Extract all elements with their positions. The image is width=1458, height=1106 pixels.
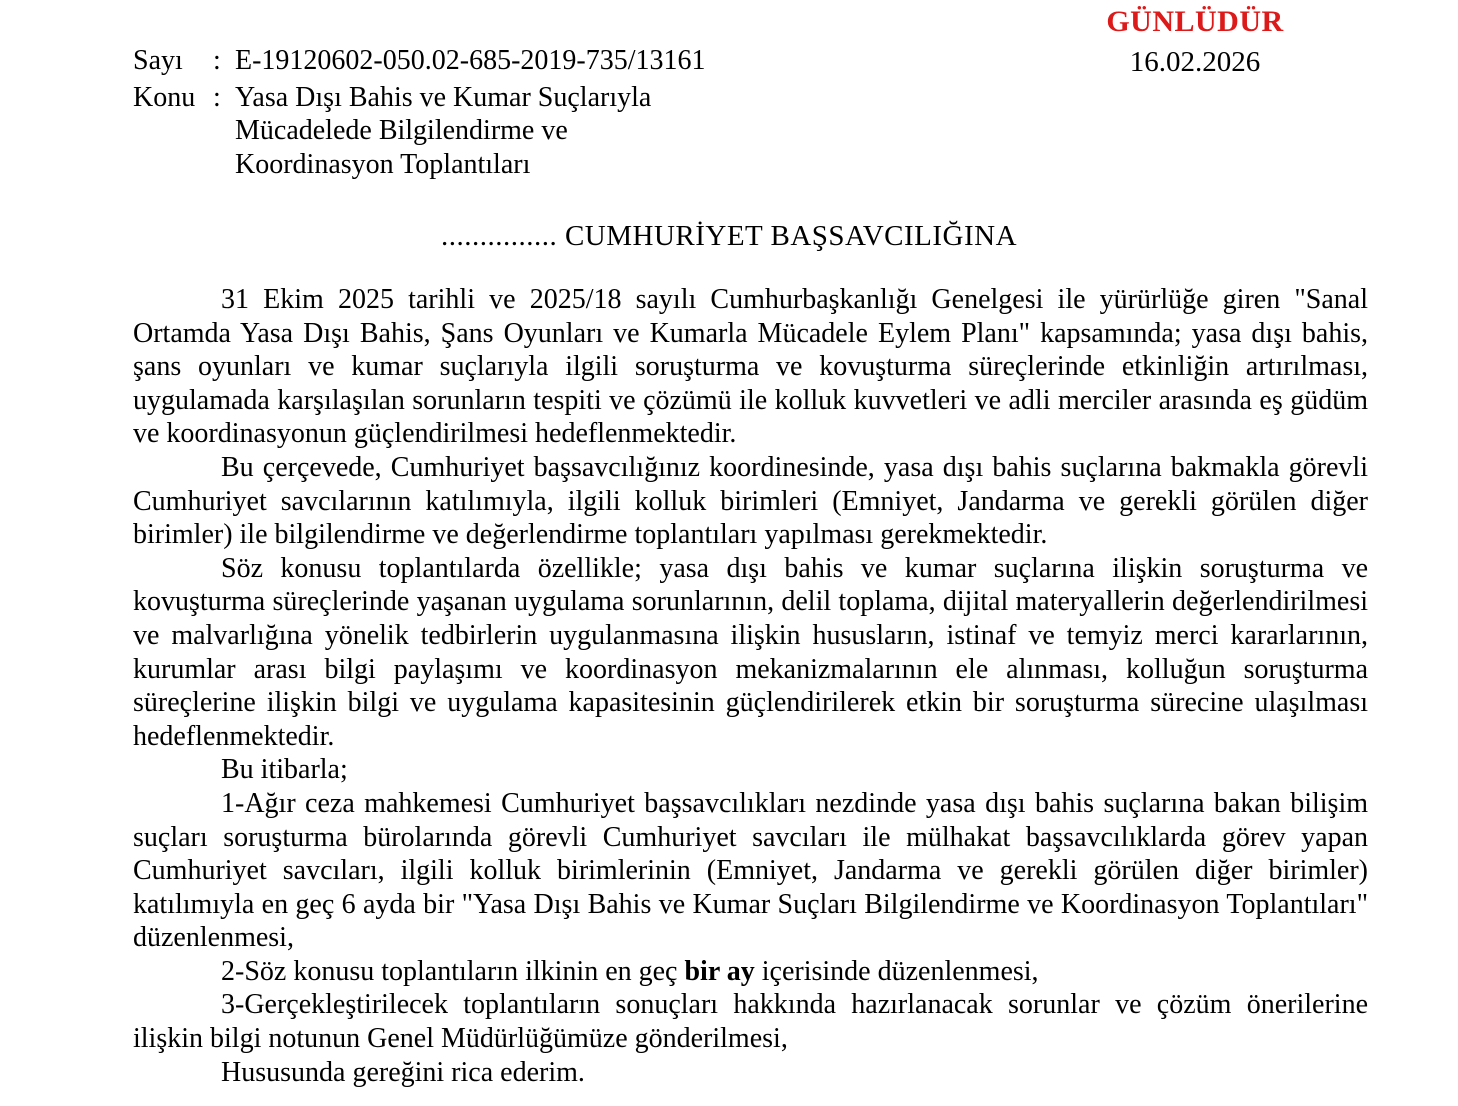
document-date: 16.02.2026 <box>1129 46 1261 78</box>
letter-body <box>133 283 1368 1089</box>
list-item-2-prefix: 2-Söz konusu toplantıların ilkinin en geç <box>221 955 685 987</box>
konu-line: Yasa Dışı Bahis ve Kumar Suçlarıyla <box>235 81 652 113</box>
konu-value <box>235 81 651 182</box>
paragraph-topics: Söz konusu toplantılarda özellikle; yasa dışı bahis ve kumar suçlarına ilişkin soruşturma ve kovuşturma süreçlerinde yaşanan uygulama sorunlarının, delil toplama, dijital materyallerin değerlendirilmesi ve malvarlığına yönelik tedbirlerin uygulanmasına ilişkin hususların, istinaf ve temyiz merci kararlarının, kurumlar arası bilgi paylaşımı ve koordinasyon mekanizmalarının ele alınması, kolluğun soruşturma süreçlerine ilişkin bilgi ve uygulama kapasitesinin güçlendirilerek etkin bir soruşturma sürecine ulaşılması hedeflenmektedir. <box>133 552 1368 752</box>
stamp-block <box>1105 6 1285 78</box>
sayi-value: E-19120602-050.02-685-2019-735/13161 <box>235 45 706 76</box>
paragraph-framework: Bu çerçevede, Cumhuriyet başsavcılığınız koordinesinde, yasa dışı bahis suçlarına bakmakla görevli Cumhuriyet savcılarının katılımıyla, ilgili kolluk birimleri (Emniyet, Jandarma ve gerekli görülen diğer birimler) ile bilgilendirme ve değerlendirme toplantıları yapılması gerekmektedir. <box>133 451 1368 551</box>
konu-row <box>133 81 706 182</box>
sayi-label: Sayı <box>133 45 183 76</box>
paragraph-intro: 31 Ekim 2025 tarihli ve 2025/18 sayılı Cumhurbaşkanlığı Genelgesi ile yürürlüğe giren "Sanal Ortamda Yasa Dışı Bahis, Şans Oyunları ve Kumarla Mücadele Eylem Planı" kapsamında; yasa dışı bahis, şans oyunları ve kumar suçlarıyla ilgili soruşturma ve kovuşturma süreçlerinde etkinliğin artırılması, uygulamada karşılaşılan sorunların tespiti ve çözümü ile kolluk kuvvetleri ve adli merciler arasında eş güdüm ve koordinasyonun güçlendirilmesi hedeflenmektedir. <box>133 284 1368 450</box>
sayi-row <box>133 44 706 78</box>
konu-line: Koordinasyon Toplantıları <box>235 148 531 180</box>
list-item-2 <box>133 955 1368 989</box>
paragraph-bu-itibarla: Bu itibarla; <box>221 754 348 786</box>
list-item-1: 1-Ağır ceza mahkemesi Cumhuriyet başsavcılıkları nezdinde yasa dışı bahis suçlarına bakan bilişim suçları soruşturma bürolarında görevli Cumhuriyet savcıları ile mülhakat başsavcılıklarda görev yapan Cumhuriyet savcıları, ilgili kolluk birimlerinin (Emniyet, Jandarma ve gerekli görülen diğer birimler) katılımıyla en geç 6 ayda bir "Yasa Dışı Bahis ve Kumar Suçları Bilgilendirme ve Koordinasyon Toplantıları" düzenlenmesi, <box>133 787 1368 954</box>
konu-label: Konu <box>133 81 196 113</box>
konu-line: Mücadelede Bilgilendirme ve <box>235 115 568 146</box>
paragraph-closing: Hususunda gereğini rica ederim. <box>221 1056 585 1088</box>
salutation-line: ............... CUMHURİYET BAŞSAVCILIĞINA <box>440 220 1018 252</box>
list-item-3: 3-Gerçekleştirilecek toplantıların sonuçları hakkında hazırlanacak sorunlar ve çözüm önerilerine ilişkin bilgi notunun Genel Müdürlüğümüze gönderilmesi, <box>133 989 1368 1055</box>
document-meta <box>133 44 706 181</box>
konu-colon: : <box>213 81 221 113</box>
list-item-2-bold: bir ay <box>684 955 755 987</box>
sayi-colon: : <box>213 45 221 76</box>
urgency-stamp: GÜNLÜDÜR <box>1106 5 1284 38</box>
list-item-2-suffix: içerisinde düzenlenmesi, <box>754 955 1039 987</box>
